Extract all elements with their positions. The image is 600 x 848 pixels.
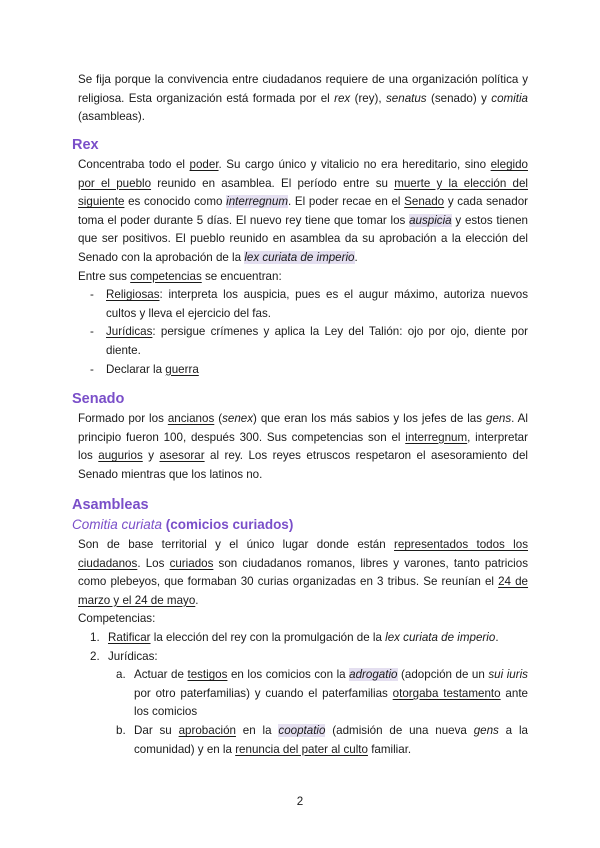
bullet-religiosas: - Religiosas: interpreta los auspicia, pues es el augur máximo, autoriza nuevos cultos y lleva el ejercicio del fas. [90, 288, 528, 320]
list-item-2: 2. Jurídicas: [90, 649, 158, 663]
bullet-guerra: - Declarar la guerra [90, 362, 199, 376]
heading-rex: Rex [72, 137, 99, 153]
intro-paragraph: Se fija porque la convivencia entre ciudadanos requiere de una organización política y religiosa. Esta organización está formada por el rex (rey), senatus (senado) y comitia (asambleas). [78, 73, 528, 124]
asambleas-paragraph: Son de base territorial y el único lugar donde están representados todos los ciudadanos. Los curiados son ciudadanos romanos, libres y varones, tanto patricios como plebeyos, que formaban 30 curias organizadas en 3 tribus. Se reunían el 24 de marzo y el 24 de mayo. [78, 538, 529, 607]
senado-paragraph: Formado por los ancianos (senex) que eran los más sabios y los jefes de las gens. Al principio fueron 100, después 300. Sus competencias son el interregnum, interpretar los augurios y asesorar al rey. Los reyes etruscos respetaron el asesoramiento del Senado mientras que los latinos no. [78, 412, 528, 481]
heading-comitia-curiata: Comitia curiata (comicios curiados) [72, 517, 294, 532]
list-item-2b: b. Dar su aprobación en la cooptatio (admisión de una nueva gens a la comunidad) y en la renuncia del pater al culto familiar. [116, 723, 528, 756]
senado-section [78, 410, 528, 484]
rex-paragraph: Concentraba todo el poder. Su cargo único y vitalicio no era hereditario, sino elegido por el pueblo reunido en asamblea. El período entre su muerte y la elección del siguiente es conocido como interregnum. El poder recae en el Senado y cada senador toma el poder durante 5 días. El nuevo rey tiene que tomar los auspicia y estos tienen que ser positivos. El pueblo reunido en asamblea da su aprobación a la elección del Senado con la aprobación de la lex curiata de imperio. [78, 158, 529, 264]
page-number: 2 [296, 795, 304, 808]
competencias-label: Competencias: [78, 612, 156, 626]
list-item-2a: a. Actuar de testigos en los comicios con la adrogatio (adopción de un sui iuris por otro paterfamilias) y cuando el paterfamilias otorgaba testamento ante los comicios [116, 668, 528, 719]
heading-asambleas: Asambleas [72, 497, 149, 513]
bullet-juridicas: - Jurídicas: persigue crímenes y aplica la Ley del Talión: ojo por ojo, diente por diente. [90, 325, 528, 357]
heading-senado: Senado [72, 391, 125, 407]
rex-competencias-intro: Entre sus competencias se encuentran: [78, 269, 282, 283]
list-item-1: 1. Ratificar la elección del rey con la promulgación de la lex curiata de imperio. [90, 630, 499, 644]
rex-section [78, 156, 528, 379]
asambleas-section [78, 536, 528, 759]
